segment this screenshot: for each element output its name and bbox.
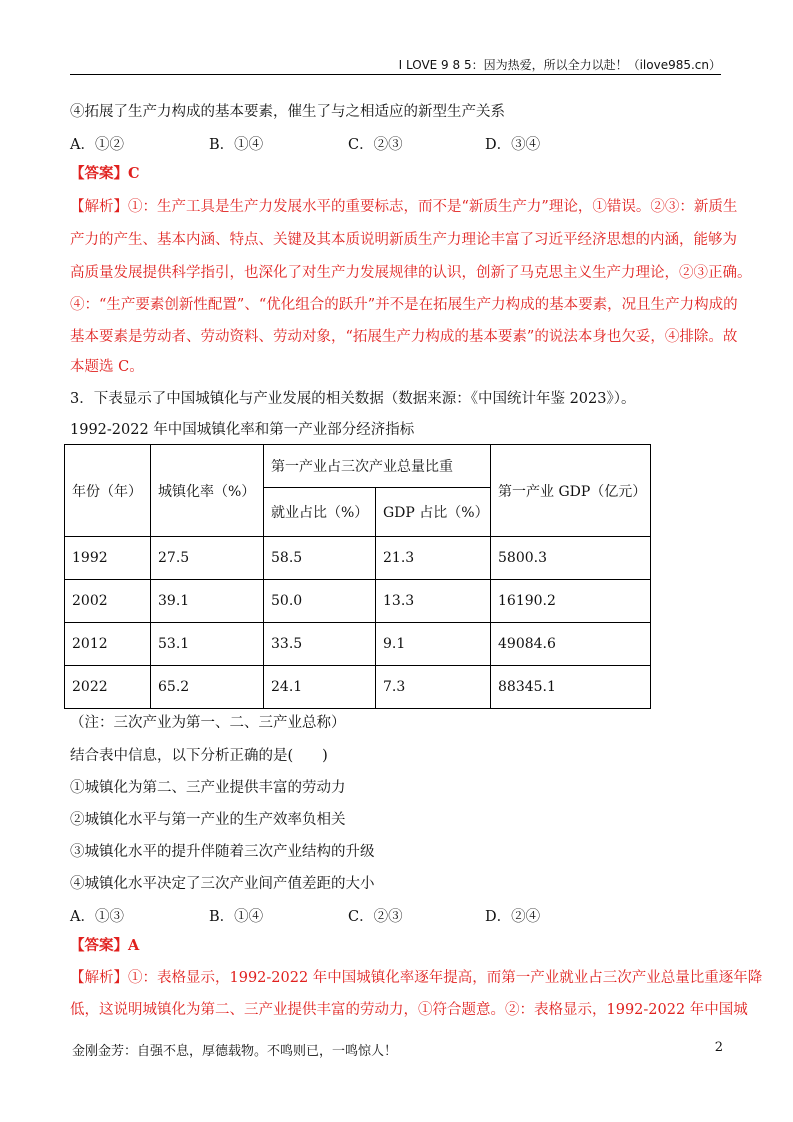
- q3-table-title: 1992-2022 年中国城镇化率和第一产业部分经济指标: [70, 422, 415, 438]
- table-row: [65, 537, 651, 580]
- q2-analysis-line: 高质量发展提供科学指引，也深化了对生产力发展规律的认识，创新了马克思主义生产力理论，②③正确。: [70, 265, 752, 281]
- table-cell: 27.5: [151, 537, 264, 580]
- table-header-employment-share: 就业占比（%）: [264, 488, 376, 537]
- q2-option-a: A．①②: [70, 137, 124, 153]
- table-cell: 2022: [65, 666, 151, 709]
- q2-answer: 【答案】C: [70, 165, 140, 182]
- table-row: [65, 666, 651, 709]
- q3-option-b: B．①④: [209, 909, 264, 925]
- table-cell: 2002: [65, 580, 151, 623]
- q3-option-a: A．①③: [70, 909, 124, 925]
- table-cell: 50.0: [264, 580, 376, 623]
- table-row: [65, 623, 651, 666]
- page-header: I LOVE 9 8 5：因为热爱，所以全力以赴！（ilove985.cn）: [398, 58, 721, 72]
- table-cell: 24.1: [264, 666, 376, 709]
- table-cell: 5800.3: [491, 537, 651, 580]
- q3-item-3: ③城镇化水平的提升伴随着三次产业结构的升级: [70, 844, 375, 860]
- q2-analysis-line: 本题选 C。: [70, 359, 144, 375]
- q3-analysis-line: 低，这说明城镇化为第二、三产业提供丰富的劳动力，①符合题意。②：表格显示，1992-2022 年中国城: [70, 1002, 748, 1018]
- q3-table-note: （注：三次产业为第一、二、三产业总称）: [70, 715, 346, 731]
- q2-analysis-line: 【解析】①：生产工具是生产力发展水平的重要标志，而不是“新质生产力”理论，①错误。②③：新质生: [70, 199, 738, 215]
- q2-option-b: B．①④: [209, 137, 264, 153]
- q3-stem: 3．下表显示了中国城镇化与产业发展的相关数据（数据来源：《中国统计年鉴 2023》）。: [70, 391, 636, 407]
- table-cell: 2012: [65, 623, 151, 666]
- table-cell: 88345.1: [491, 666, 651, 709]
- q2-analysis-line: ④：“生产要素创新性配置”、“优化组合的跃升”并不是在拓展生产力构成的基本要素，况且生产力构成的: [70, 297, 738, 313]
- table-cell: 9.1: [376, 623, 491, 666]
- table-cell: 33.5: [264, 623, 376, 666]
- table-header-primary-gdp: 第一产业 GDP（亿元）: [491, 445, 651, 537]
- q3-option-d: D．②④: [485, 909, 541, 925]
- q2-analysis-line: 产力的产生、基本内涵、特点、关键及其本质说明新质生产力理论丰富了习近平经济思想的内涵，能够为: [70, 232, 737, 248]
- header-divider: [70, 74, 721, 75]
- footer-motto: 金刚金芳：自强不息，厚德载物。不鸣则已，一鸣惊人！: [72, 1044, 398, 1059]
- q3-item-4: ④城镇化水平决定了三次产业间产值差距的大小: [70, 876, 375, 892]
- table-cell: 16190.2: [491, 580, 651, 623]
- table-cell: 13.3: [376, 580, 491, 623]
- table-header-year: 年份（年）: [65, 445, 151, 537]
- q2-option-c: C．②③: [348, 137, 403, 153]
- page-number: 2: [714, 1040, 723, 1055]
- q3-prompt: 结合表中信息，以下分析正确的是( ): [70, 748, 328, 764]
- table-row: [65, 580, 651, 623]
- table-cell: 1992: [65, 537, 151, 580]
- table-cell: 58.5: [264, 537, 376, 580]
- q2-item-4: ④拓展了生产力构成的基本要素，催生了与之相适应的新型生产关系: [70, 104, 505, 120]
- table-cell: 53.1: [151, 623, 264, 666]
- q2-analysis-line: 基本要素是劳动者、劳动资料、劳动对象，“拓展生产力构成的基本要素”的说法本身也欠妥，④排除。故: [70, 329, 738, 345]
- q3-analysis-line: 【解析】①：表格显示，1992-2022 年中国城镇化率逐年提高，而第一产业就业占三次产业总量比重逐年降: [70, 970, 763, 986]
- q3-data-table: [64, 444, 651, 709]
- table-header-primary-share-group: 第一产业占三次产业总量比重: [264, 445, 491, 488]
- q3-item-1: ①城镇化为第二、三产业提供丰富的劳动力: [70, 780, 346, 796]
- table-cell: 65.2: [151, 666, 264, 709]
- q3-answer: 【答案】A: [70, 937, 140, 954]
- q3-option-c: C．②③: [348, 909, 403, 925]
- table-header-gdp-share: GDP 占比（%）: [376, 488, 491, 537]
- q3-item-2: ②城镇化水平与第一产业的生产效率负相关: [70, 812, 346, 828]
- table-cell: 7.3: [376, 666, 491, 709]
- table-header-urbanization-rate: 城镇化率（%）: [151, 445, 264, 537]
- table-cell: 49084.6: [491, 623, 651, 666]
- table-cell: 39.1: [151, 580, 264, 623]
- q2-option-d: D．③④: [485, 137, 541, 153]
- table-cell: 21.3: [376, 537, 491, 580]
